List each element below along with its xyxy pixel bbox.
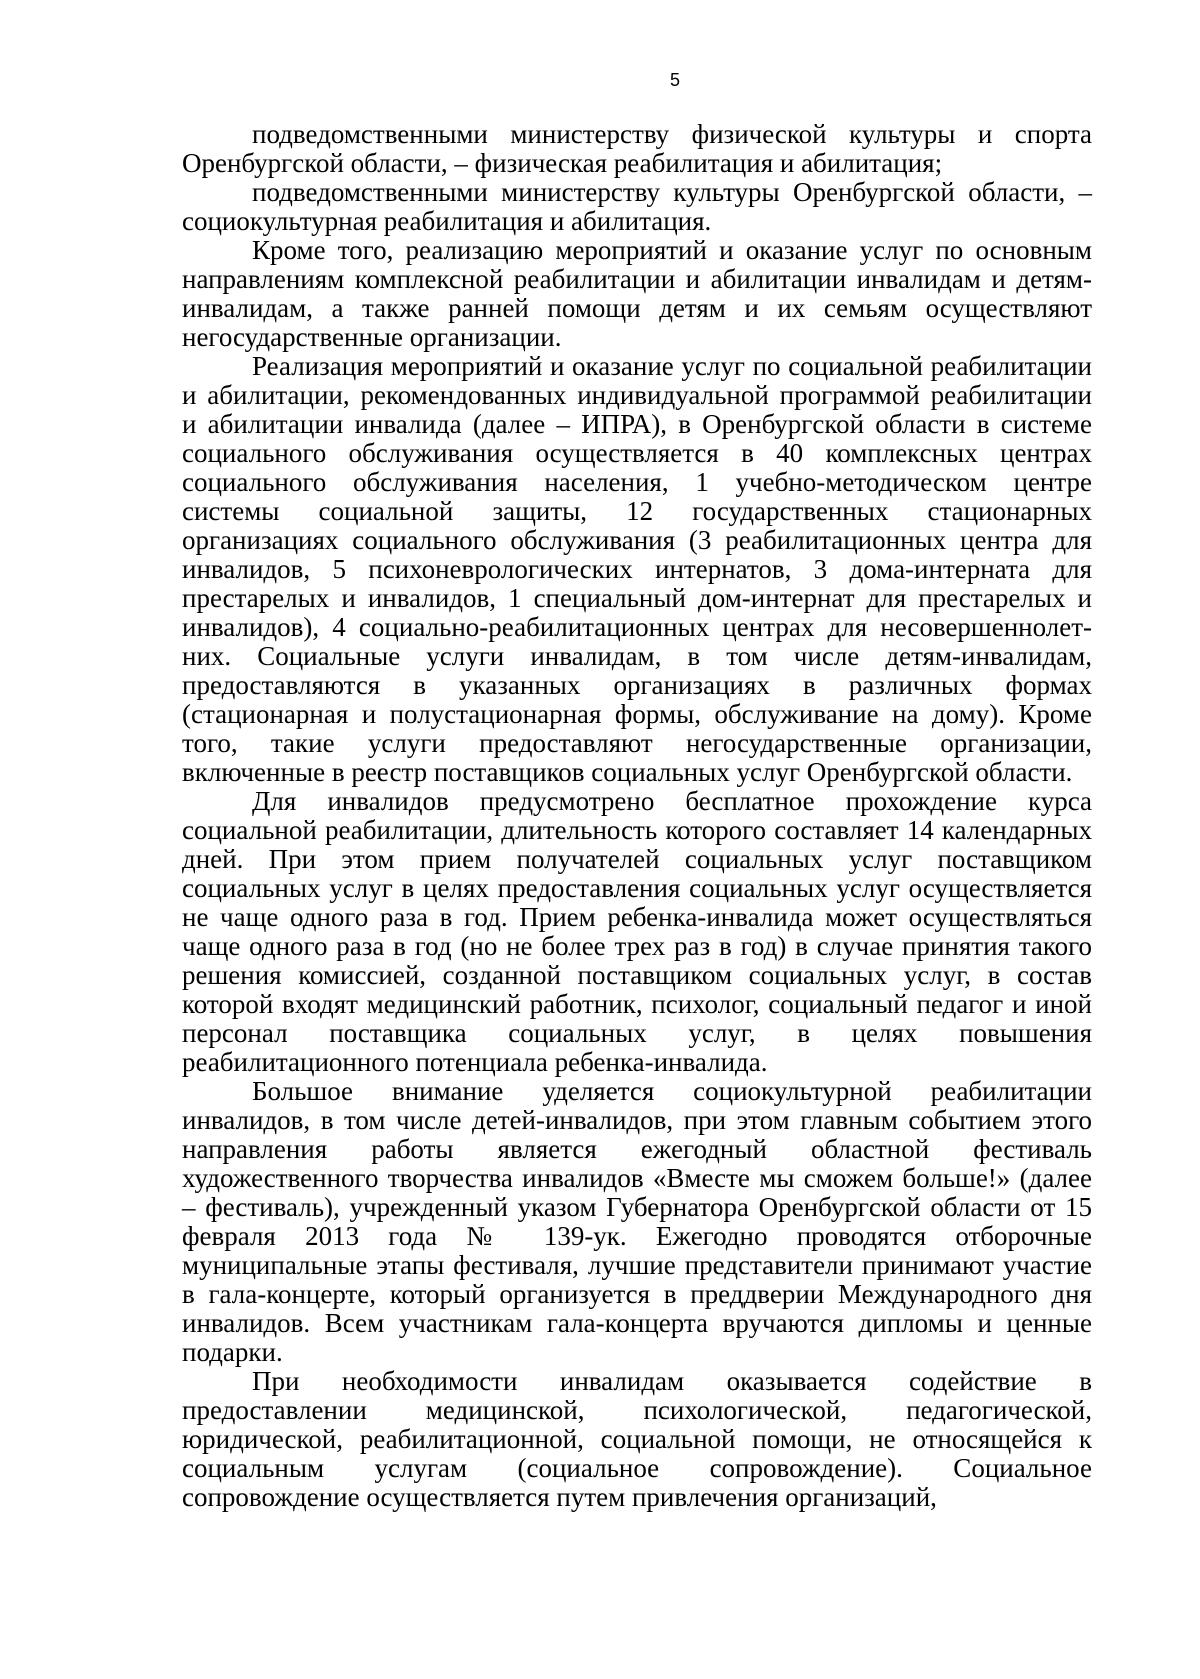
paragraph-free-course: Для инвалидов предусмотрено бесплатное прохождение курса социальной реабилитации, длительность которого составляет 14 календарных дней. При этом прием получателей социальных услуг поставщиком социальных услуг в целях предоставления социальных услуг осуществляется не чаще одного раза в год. Прием ребенка-инвалида может осуществляться чаще одного раза в год (но не более трех раз в год) в случае принятия такого решения комиссией, созданной поставщиком социальных услуг, в состав которой входят медицинский работник, психолог, социальный педагог и иной персонал поставщика социальных услуг, в целях повышения реабилитационного потенциала ребенка-инвалида. xyxy=(182,786,1092,1077)
paragraph-culture-ministry: подведомственными министерству культуры Оренбургской области, – социокультурная реабилитация и абилитация. xyxy=(182,177,1092,236)
paragraph-sport-ministry: подведомственными министерству физической культуры и спорта Оренбургской области, – физическая реабилитация и абилитация; xyxy=(182,119,1092,178)
paragraph-social-rehabilitation: Реализация мероприятий и оказание услуг по социальной реабилитации и абилитации, рекомендованных индивидуальной программой реабилитации и абилитации инвалида (далее – ИПРА), в Оренбургской области в системе социального обслуживания осуществляется в 40 комплексных центрах социального обслуживания населения, 1 учебно-методическом центре системы социальной защиты, 12 государственных стационарных организациях социального обслуживания (3 реабилитационных центра для инвалидов, 5 психоневрологических интернатов, 3 дома-интерната для престарелых и инвалидов, 1 специальный дом-интернат для престарелых и инвалидов), 4 социально-реабилитационных центрах для несовершеннолетних. Социальные услуги инвалидам, в том числе детям-инвалидам, предоставляются в указанных организациях в различных формах (стационарная и полустационарная формы, обслуживание на дому). Кроме того, такие услуги предоставляют негосударственные организации, включенные в реестр поставщиков социальных услуг Оренбургской области. xyxy=(182,351,1092,787)
paragraph-social-support: При необходимости инвалидам оказывается содействие в предоставлении медицинской, психологической, педагогической, юридической, реабилитационной, социальной помощи, не относящейся к социальным услугам (социальное сопровождение). Социальное сопровождение осуществляется путем привлечения организаций, xyxy=(182,1366,1092,1512)
page-number: 5 xyxy=(669,70,680,90)
paragraph-nongovernmental-organizations: Кроме того, реализацию мероприятий и оказание услуг по основным направлениям комплексной реабилитации и абилитации инвалидам и детям-инвалидам, а также ранней помощи детям и их семьям осуществляют негосударственные организации. xyxy=(182,235,1092,352)
document-body xyxy=(182,120,1092,1512)
paragraph-sociocultural-festival: Большое внимание уделяется социокультурной реабилитации инвалидов, в том числе детей-инвалидов, при этом главным событием этого направления работы является ежегодный областной фестиваль художественного творчества инвалидов «Вместе мы сможем больше!» (далее – фестиваль), учрежденный указом Губернатора Оренбургской области от 15 февраля 2013 года № 139-ук. Ежегодно проводятся отборочные муниципальные этапы фестиваля, лучшие представители принимают участие в гала-концерте, который организуется в преддверии Международного дня инвалидов. Всем участникам гала-концерта вручаются дипломы и ценные подарки. xyxy=(182,1076,1092,1367)
